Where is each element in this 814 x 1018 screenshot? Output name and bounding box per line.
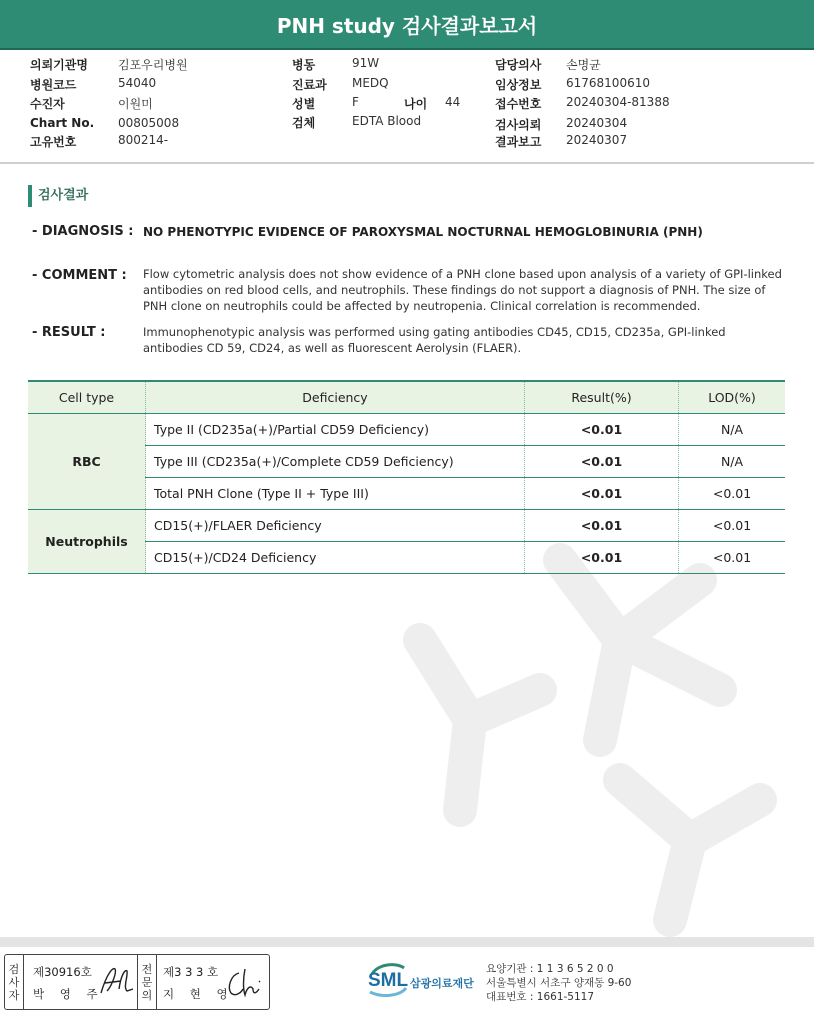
value-report-date: 20240307 [566, 133, 628, 147]
deficiency-cell: CD15(+)/CD24 Deficiency [146, 542, 525, 574]
label-age: 나이 [404, 97, 428, 111]
label-accession-no: 접수번호 [495, 97, 542, 111]
value-age: 44 [445, 95, 461, 109]
examiner-license-no: 제30916호 [33, 965, 92, 979]
confirmer-label-char: 문 [141, 975, 153, 989]
label-report-date: 결과보고 [495, 135, 542, 149]
value-department: MEDQ [352, 76, 389, 90]
section-title: 검사결과 [28, 185, 88, 207]
label-patient: 수진자 [30, 97, 65, 111]
examiner-name: 박 영 주 [33, 987, 104, 1001]
address-line: 요양기관 : 1 1 3 6 5 2 0 0 [486, 963, 614, 975]
value-sex: F [352, 95, 359, 109]
deficiency-cell: Type II (CD235a(+)/Partial CD59 Deficiency) [146, 414, 525, 446]
lod-cell: N/A [679, 446, 786, 478]
result-label: - RESULT : [32, 325, 106, 340]
label-chart-no: Chart No. [30, 116, 95, 130]
results-table [28, 380, 785, 574]
footer-divider [0, 937, 814, 947]
confirmer-label-char: 전 [141, 962, 153, 976]
label-request-date: 검사의뢰 [495, 118, 542, 132]
result-cell: <0.01 [525, 414, 679, 446]
examiner-signature [97, 963, 137, 1001]
value-unique-no: 800214- [118, 133, 169, 147]
comment-label: - COMMENT : [32, 268, 127, 283]
deficiency-cell: CD15(+)/FLAER Deficiency [146, 510, 525, 542]
value-patient: 이원미 [118, 97, 153, 111]
logo-org: 삼광의료재단 [410, 977, 474, 990]
diagnosis-label: - DIAGNOSIS : [32, 224, 134, 239]
result-cell: <0.01 [525, 446, 679, 478]
label-ward: 병동 [292, 58, 316, 72]
result-cell: <0.01 [525, 510, 679, 542]
label-specimen: 검체 [292, 116, 316, 130]
comment-text: Flow cytometric analysis does not show evidence of a PNH clone based upon analysis of a variety of GPI-linked antibodies on red blood cells, and neutrophils. These findings do not support a diagnosis of PNH. The size of PNH clone on neutrophils could be affected by neutropenia. Clinical correlation is recommended. [143, 267, 782, 313]
label-clinical-info: 임상정보 [495, 78, 542, 92]
logo-brand: SML [368, 970, 409, 991]
header-result: Result(%) [525, 381, 679, 414]
label-doctor: 담당의사 [495, 58, 542, 72]
examiner-label [5, 955, 24, 1009]
cell-type-neutrophils: Neutrophils [28, 510, 146, 574]
confirmer-name: 지 현 영 [163, 987, 234, 1001]
examiner-label-char: 자 [8, 988, 20, 1002]
value-request-date: 20240304 [566, 116, 628, 130]
confirmer-license-no: 제3 3 3 호 [163, 965, 219, 979]
header-cell-type: Cell type [28, 381, 146, 414]
value-accession-no: 20240304-81388 [566, 95, 670, 109]
examiner-label-char: 검 [8, 962, 20, 976]
table-header-row [28, 381, 785, 414]
value-chart-no: 00805008 [118, 116, 180, 130]
table-row [28, 414, 785, 446]
header-lod: LOD(%) [679, 381, 786, 414]
address-line: 대표번호 : 1661-5117 [486, 991, 595, 1003]
value-hospital-code: 54040 [118, 76, 157, 90]
label-department: 진료과 [292, 78, 327, 92]
value-specimen: EDTA Blood [352, 114, 422, 128]
sml-logo [366, 960, 484, 1004]
value-doctor: 손명균 [566, 58, 601, 72]
table-row [28, 510, 785, 542]
label-hospital-code: 병원코드 [30, 78, 77, 92]
info-divider [0, 162, 814, 164]
label-institution: 의뢰기관명 [30, 58, 88, 72]
report-title: PNH study 검사결과보고서 [276, 13, 538, 38]
confirmer-label-char: 의 [141, 988, 153, 1002]
confirmer-signature [225, 965, 265, 1001]
address-line: 서울특별시 서초구 양재동 9-60 [486, 977, 632, 989]
value-institution: 김포우리병원 [118, 58, 188, 72]
examiner-label-char: 사 [8, 975, 20, 989]
diagnosis-text: NO PHENOTYPIC EVIDENCE OF PAROXYSMAL NOCTURNAL HEMOGLOBINURIA (PNH) [143, 225, 703, 239]
report-header [0, 0, 814, 50]
value-clinical-info: 61768100610 [566, 76, 650, 90]
result-cell: <0.01 [525, 542, 679, 574]
lod-cell: N/A [679, 414, 786, 446]
signature-box [4, 954, 270, 1010]
lod-cell: <0.01 [679, 478, 786, 510]
value-ward: 91W [352, 56, 380, 70]
label-unique-no: 고유번호 [30, 135, 77, 149]
confirmer-label [137, 955, 157, 1009]
lod-cell: <0.01 [679, 510, 786, 542]
deficiency-cell: Total PNH Clone (Type II + Type III) [146, 478, 525, 510]
result-text: Immunophenotypic analysis was performed using gating antibodies CD45, CD15, CD235a, GPI-linked antibodies CD 59, CD24, as well as fluorescent Aerolysin (FLAER). [143, 325, 726, 355]
label-sex: 성별 [292, 97, 316, 111]
cell-type-rbc: RBC [28, 414, 146, 510]
header-deficiency: Deficiency [146, 381, 525, 414]
deficiency-cell: Type III (CD235a(+)/Complete CD59 Deficiency) [146, 446, 525, 478]
institution-address [486, 962, 631, 1004]
lod-cell: <0.01 [679, 542, 786, 574]
result-cell: <0.01 [525, 478, 679, 510]
